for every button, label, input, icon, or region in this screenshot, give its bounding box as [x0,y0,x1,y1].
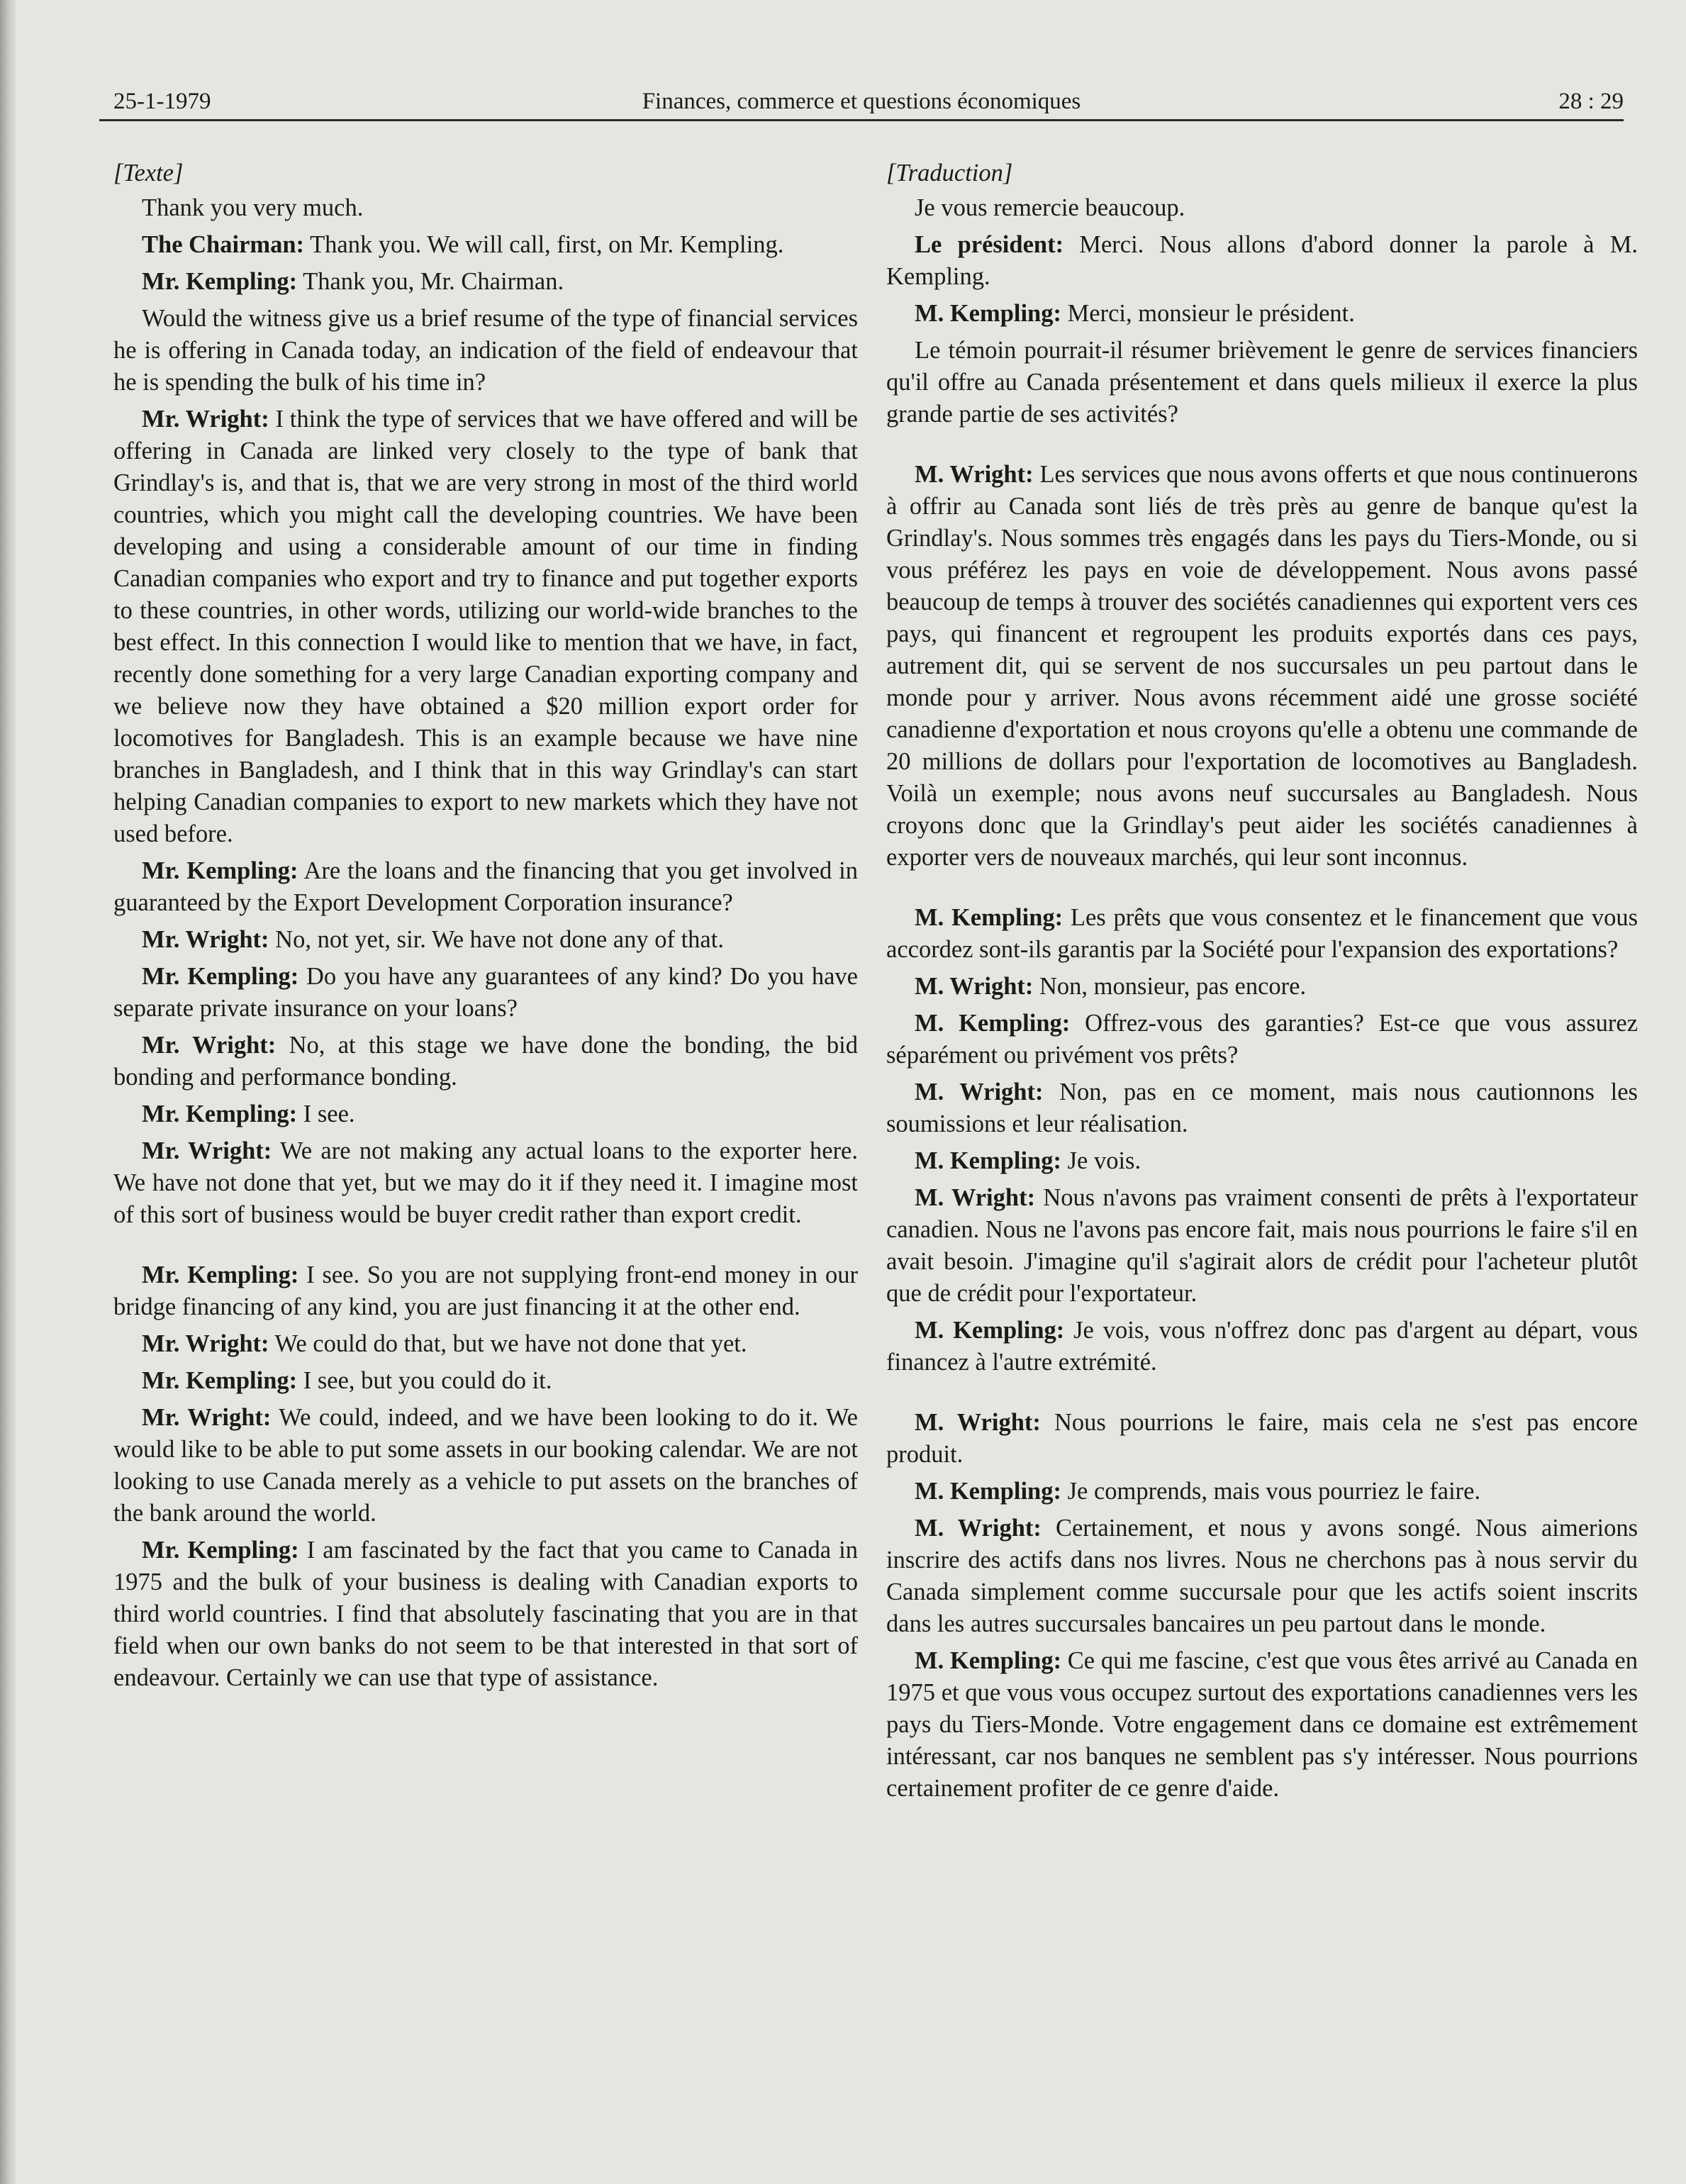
paragraph-text: Nous pourrions le faire, mais cela ne s'est pas encore produit. [886,1409,1638,1468]
speaker-label: Le président: [915,231,1064,258]
speaker-label: M. Kempling: [915,300,1061,327]
paragraph-text: We could do that, but we have not done that yet. [269,1330,747,1357]
paragraph [886,1145,1638,1177]
paragraph-text: Je vois, vous n'offrez donc pas d'argent au départ, vous financez à l'autre extrémité. [886,1317,1638,1376]
paragraph-text: Les services que nous avons offerts et que nous continuerons à offrir au Canada sont liés de très près au genre de banque qu'est la Grindlay's. Nous sommes très engagés dans les pays du Tiers-Monde, ou si vous préférez les pays en voie de développement. Nous avons passé beaucoup de temps à trouver des sociétés canadiennes qui exportent vers ces pays, qui financent et regroupent les produits exportés dans ces pays, autrement dit, qui se servent de nos succursales un peu partout dans le monde pour y arriver. Nous avons récemment aidé une grosse société canadienne d'exportation et nous croyons qu'elle a obtenu une commande de 20 millions de dollars pour l'exportation de locomotives au Bangladesh. Voilà un exemple; nous avons neuf succursales au Bangladesh. Nous croyons donc que la Grindlay's peut aider les sociétés canadiennes à exporter vers de nouveaux marchés, qui leur sont inconnus. [886,461,1638,871]
speaker-label: M. Wright: [915,1515,1042,1542]
speaker-label: The Chairman: [142,231,305,258]
paragraph-text: I think the type of services that we have offered and will be offering in Canada are linked very closely to the type of bank that Grindlay's is, and that is, that we are very strong in most of the third world countries, which you might call the developing countries. We have been developing and using a considerable amount of our time in finding Canadian companies who export and try to finance and put together exports to these countries, in other words, utilizing our world-wide branches to the best effect. In this connection I would like to mention that we have, in fact, recently done something for a very large Canadian exporting company and we believe now they have obtained a $20 million export order for locomotives for Bangladesh. This is an example because we have nine branches in Bangladesh, and I think that in this way Grindlay's can start helping Canadian companies to export to new markets which they have not used before. [113,406,858,847]
speaker-label: Mr. Kempling: [142,963,299,990]
paragraph-text: I see, but you could do it. [297,1367,552,1394]
paragraph [886,902,1638,966]
paragraph [886,1182,1638,1310]
paragraph-text: Non, pas en ce moment, mais nous cautionnons les soumissions et leur réalisation. [886,1079,1638,1137]
paragraph-text: Merci, monsieur le président. [1061,300,1355,327]
paragraph-text: Certainement, et nous y avons songé. Nous aimerions inscrire des actifs dans nos livres. Nous ne cherchons pas à nous servir du Canada simplement comme succursale pour que les actifs soient inscrits dans les autres succursales bancaires un peu partout dans le monde. [886,1515,1638,1637]
paragraph-text: I see. So you are not supplying front-end money in our bridge financing of any kind, you are just financing it at the other end. [113,1261,858,1320]
paragraph [113,1402,858,1530]
paragraph [886,229,1638,293]
speaker-label: M. Wright: [915,1184,1036,1211]
paragraph [113,924,858,956]
paragraph [113,1030,858,1093]
speaker-label: Mr. Kempling: [142,857,298,884]
paragraph [113,266,858,298]
speaker-label: Mr. Kempling: [142,1261,299,1288]
paragraph-text: Thank you. We will call, first, on Mr. Kempling. [304,231,784,258]
speaker-label: M. Kempling: [915,1147,1061,1174]
paragraph-text: I see. [297,1101,355,1127]
page-edge-shadow [0,0,16,2184]
paragraph [886,192,1638,224]
paragraph [113,192,858,224]
speaker-label: M. Kempling: [915,1317,1065,1344]
speaker-label: Mr. Kempling: [142,1101,298,1127]
paragraph-text: Are the loans and the financing that you get involved in guaranteed by the Export Development Corporation insurance? [113,857,858,916]
paragraph-text: Non, monsieur, pas encore. [1033,973,1307,1000]
paragraph [886,1076,1638,1140]
speaker-label: M. Wright: [915,1079,1044,1105]
header-date: 25-1-1979 [113,89,211,114]
paragraph-text: Offrez-vous des garanties? Est-ce que vous assurez séparément ou privément vos prêts? [886,1010,1638,1069]
speaker-label: M. Kempling: [915,1647,1062,1674]
running-header [99,68,1624,121]
speaker-label: Mr. Kempling: [142,1537,299,1564]
speaker-label: Mr. Kempling: [142,268,298,295]
paragraph-text: Nous n'avons pas vraiment consenti de prêts à l'exportateur canadien. Nous ne l'avons pas encore fait, mais nous pourrions le faire s'il en avait besoin. J'imagine qu'il s'agirait alors de crédit pour l'acheteur plutôt que de crédit pour l'exportateur. [886,1184,1638,1307]
paragraph [886,1645,1638,1805]
header-page-number: 28 : 29 [1558,89,1624,114]
paragraph [113,403,858,850]
paragraph-text: We are not making any actual loans to the exporter here. We have not done that yet, but we may do it if they need it. I imagine most of this sort of business would be buyer credit rather than export credit. [113,1137,858,1228]
paragraph-text: Je vois. [1061,1147,1141,1174]
paragraph-text: Thank you, Mr. Chairman. [297,268,564,295]
speaker-label: Mr. Wright: [142,406,269,433]
paragraph [886,335,1638,430]
speaker-label: Mr. Wright: [142,926,269,953]
paragraph [113,1534,858,1694]
french-column [886,157,1638,1810]
paragraph-text: Merci. Nous allons d'abord donner la parole à M. Kempling. [886,231,1638,290]
paragraph-text: We could, indeed, and we have been looking to do it. We would like to be able to put some assets in our booking calendar. We are not looking to use Canada merely as a vehicle to put assets on the branches of the bank around the world. [113,1404,858,1527]
paragraph [886,1512,1638,1640]
paragraph-text: Les prêts que vous consentez et le financement que vous accordez sont-ils garantis par la Société pour l'expansion des exportations? [886,904,1638,963]
paragraph [886,1008,1638,1071]
paragraph-text: Ce qui me fascine, c'est que vous êtes arrivé au Canada en 1975 et que vous vous occupez surtout des exportations canadiennes vers les pays du Tiers-Monde. Votre engagement dans ce domaine est extrêmement intéressant, car nos banques ne semblent pas s'y intéresser. Nous pourrions certainement profiter de ce genre d'aide. [886,1647,1638,1802]
paragraph [113,303,858,399]
speaker-label: M. Wright: [915,461,1034,488]
speaker-label: M. Kempling: [915,904,1063,931]
speaker-label: Mr. Wright: [142,1032,277,1059]
paragraph [113,1098,858,1130]
paragraph [113,229,858,261]
speaker-label: Mr. Kempling: [142,1367,298,1394]
paragraph-text: I am fascinated by the fact that you came to Canada in 1975 and the bulk of your business is dealing with Canadian exports to third world countries. I find that absolutely fascinating that you are in that field when our own banks do not seem to be that interested in that sort of endeavour. Certainly we can use that type of assistance. [113,1537,858,1691]
paragraph [113,1135,858,1231]
paragraph-text: Would the witness give us a brief resume of the type of financial services he is offering in Canada today, an indication of the field of endeavour that he is spending the bulk of his time in? [113,305,858,396]
paragraph [886,1407,1638,1471]
speaker-label: Mr. Wright: [142,1330,269,1357]
column-tag: [Texte] [113,160,184,186]
paragraph [886,1315,1638,1378]
paragraph [113,1328,858,1360]
paragraph-text: Je vous remercie beaucoup. [915,194,1185,221]
paragraph-text: Do you have any guarantees of any kind? Do you have separate private insurance on your loans? [113,963,858,1022]
paragraph-text: No, at this stage we have done the bonding, the bid bonding and performance bonding. [113,1032,858,1091]
english-column [113,157,858,1699]
speaker-label: Mr. Wright: [142,1404,272,1431]
paragraph [886,1476,1638,1508]
paragraph [886,971,1638,1003]
header-title: Finances, commerce et questions économiques [642,89,1081,114]
paragraph [886,298,1638,330]
speaker-label: M. Wright: [915,1409,1041,1436]
paragraph [886,459,1638,874]
paragraph [113,1259,858,1323]
paragraph-text: Thank you very much. [142,194,364,221]
paragraph [113,961,858,1025]
paragraph [113,1365,858,1397]
paragraph [113,855,858,919]
speaker-label: M. Kempling: [915,1010,1071,1037]
speaker-label: Mr. Wright: [142,1137,272,1164]
paragraph-text: No, not yet, sir. We have not done any of that. [269,926,724,953]
paragraph-text: Le témoin pourrait-il résumer brièvement le genre de services financiers qu'il offre au Canada présentement et dans quels milieux il exerce la plus grande partie de ses activités? [886,337,1638,428]
column-tag: [Traduction] [886,160,1013,186]
speaker-label: M. Wright: [915,973,1034,1000]
speaker-label: M. Kempling: [915,1478,1061,1505]
paragraph-text: Je comprends, mais vous pourriez le faire. [1061,1478,1481,1505]
